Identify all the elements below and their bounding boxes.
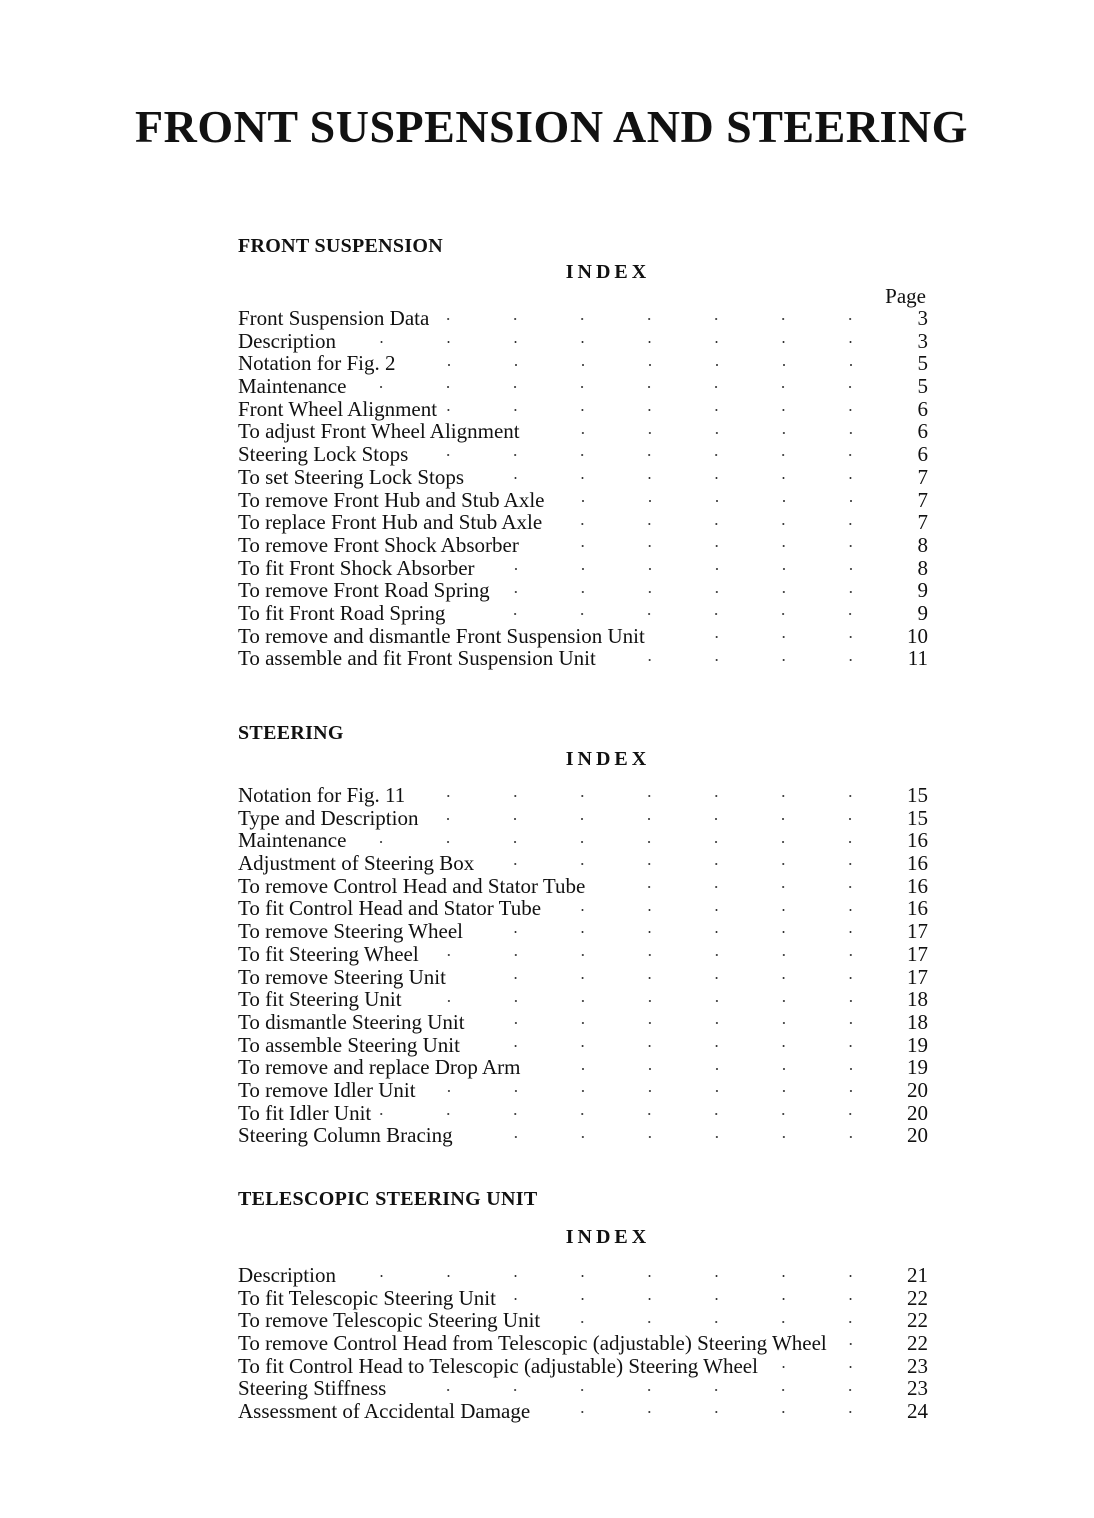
toc-entry-title: To adjust Front Wheel Alignment bbox=[238, 419, 520, 444]
toc-entry-title: To fit Front Shock Absorber bbox=[238, 555, 475, 580]
page-column-label: Page bbox=[885, 284, 926, 308]
toc-entry bbox=[238, 966, 928, 989]
toc-entry-page: 9 bbox=[917, 600, 928, 625]
toc-entry-title: To assemble Steering Unit bbox=[238, 1032, 460, 1057]
toc-entry bbox=[238, 398, 928, 421]
toc-entry-title: Maintenance bbox=[238, 374, 347, 399]
toc-list bbox=[238, 1264, 928, 1423]
dot-leader bbox=[766, 1360, 886, 1372]
telescopic-steering-section bbox=[238, 1186, 928, 1423]
toc-list bbox=[238, 784, 928, 1147]
toc-entry-page: 6 bbox=[917, 442, 928, 467]
toc-entry-page: 15 bbox=[907, 805, 928, 830]
toc-entry-page: 18 bbox=[907, 987, 928, 1012]
toc-entry-title: Steering Stiffness bbox=[238, 1376, 387, 1401]
dot-leader bbox=[344, 1269, 886, 1281]
toc-entry bbox=[238, 1332, 928, 1355]
toc-entry-title: Maintenance bbox=[238, 828, 347, 853]
dot-leader bbox=[354, 380, 886, 392]
toc-entry bbox=[238, 443, 928, 466]
dot-leader bbox=[461, 1130, 886, 1142]
dot-leader bbox=[410, 994, 886, 1006]
toc-entry-title: Notation for Fig. 11 bbox=[238, 783, 406, 807]
toc-entry-page: 18 bbox=[907, 1009, 928, 1034]
toc-entry-title: Steering Column Bracing bbox=[238, 1123, 453, 1148]
toc-entry-title: To remove Control Head and Stator Tube bbox=[238, 873, 586, 898]
dot-leader bbox=[473, 1016, 886, 1028]
toc-entry-title: To fit Control Head to Telescopic (adjustable) Steering Wheel bbox=[238, 1353, 758, 1378]
toc-entry-title: To remove Front Shock Absorber bbox=[238, 532, 519, 557]
toc-entry-page: 5 bbox=[917, 374, 928, 399]
toc-entry-title: Description bbox=[238, 1263, 336, 1287]
dot-leader bbox=[424, 1084, 886, 1096]
toc-entry-title: To fit Steering Unit bbox=[238, 987, 402, 1012]
dot-leader bbox=[835, 1337, 886, 1349]
toc-entry-page: 7 bbox=[917, 510, 928, 535]
dot-leader bbox=[454, 971, 886, 983]
toc-entry-title: Front Wheel Alignment bbox=[238, 396, 438, 421]
toc-entry-title: To fit Front Road Spring bbox=[238, 600, 446, 625]
toc-entry-page: 9 bbox=[917, 578, 928, 603]
toc-entry bbox=[238, 466, 928, 489]
index-label: INDEX bbox=[565, 748, 651, 770]
toc-entry-title: To fit Telescopic Steering Unit bbox=[238, 1285, 496, 1310]
dot-leader bbox=[529, 1062, 886, 1074]
toc-entry-page: 20 bbox=[907, 1123, 928, 1148]
dot-leader bbox=[471, 925, 886, 937]
toc-entry-page: 21 bbox=[907, 1263, 928, 1287]
toc-entry-title: Description bbox=[238, 328, 336, 353]
toc-entry bbox=[238, 875, 928, 898]
toc-entry-title: To remove and replace Drop Arm bbox=[238, 1055, 521, 1080]
toc-entry-page: 8 bbox=[917, 532, 928, 557]
dot-leader bbox=[528, 426, 886, 438]
dot-leader bbox=[527, 539, 886, 551]
toc-entry bbox=[238, 557, 928, 580]
toc-entry-title: To fit Idler Unit bbox=[238, 1100, 372, 1125]
dot-leader bbox=[550, 517, 886, 529]
dot-leader bbox=[354, 835, 886, 847]
toc-entry bbox=[238, 602, 928, 625]
dot-leader bbox=[483, 562, 886, 574]
toc-entry bbox=[238, 1400, 928, 1423]
dot-leader bbox=[445, 403, 886, 415]
toc-entry bbox=[238, 1377, 928, 1400]
toc-list bbox=[238, 307, 928, 670]
toc-entry-title: To assemble and fit Front Suspension Unit bbox=[238, 646, 596, 671]
toc-entry-page: 8 bbox=[917, 555, 928, 580]
toc-entry-title: To replace Front Hub and Stub Axle bbox=[238, 510, 543, 535]
toc-entry-title: To remove and dismantle Front Suspension Unit bbox=[238, 623, 645, 648]
dot-leader bbox=[404, 358, 887, 370]
toc-entry bbox=[238, 1124, 928, 1147]
toc-entry bbox=[238, 1011, 928, 1034]
toc-entry-page: 22 bbox=[907, 1331, 928, 1356]
toc-entry bbox=[238, 1034, 928, 1057]
toc-entry bbox=[238, 920, 928, 943]
toc-entry bbox=[238, 1287, 928, 1310]
dot-leader bbox=[453, 607, 886, 619]
dot-leader bbox=[504, 1292, 886, 1304]
dot-leader bbox=[413, 789, 886, 801]
dot-leader bbox=[553, 494, 887, 506]
toc-entry-page: 20 bbox=[907, 1100, 928, 1125]
toc-entry-title: To remove Steering Unit bbox=[238, 964, 446, 989]
steering-section bbox=[238, 720, 928, 1147]
toc-entry-title: To remove Steering Wheel bbox=[238, 919, 463, 944]
toc-entry-page: 6 bbox=[917, 419, 928, 444]
toc-entry-page: 17 bbox=[907, 964, 928, 989]
dot-leader bbox=[604, 653, 886, 665]
toc-entry-title: Adjustment of Steering Box bbox=[238, 851, 475, 876]
toc-entry-page: 16 bbox=[907, 896, 928, 921]
toc-entry bbox=[238, 897, 928, 920]
dot-leader bbox=[394, 1383, 886, 1395]
toc-entry-page: 10 bbox=[907, 623, 928, 648]
toc-entry-page: 17 bbox=[907, 919, 928, 944]
index-label: INDEX bbox=[565, 1226, 651, 1248]
toc-entry-title: To fit Steering Wheel bbox=[238, 941, 419, 966]
toc-entry-page: 17 bbox=[907, 941, 928, 966]
toc-entry bbox=[238, 307, 928, 330]
toc-entry bbox=[238, 511, 928, 534]
toc-entry-page: 5 bbox=[917, 351, 928, 376]
toc-entry-title: Type and Description bbox=[238, 805, 419, 830]
toc-entry-page: 19 bbox=[907, 1055, 928, 1080]
toc-entry bbox=[238, 1056, 928, 1079]
dot-leader bbox=[416, 448, 886, 460]
toc-entry-page: 16 bbox=[907, 873, 928, 898]
toc-entry-page: 16 bbox=[907, 851, 928, 876]
toc-entry bbox=[238, 943, 928, 966]
dot-leader bbox=[437, 312, 886, 324]
page-title: FRONT SUSPENSION AND STEERING bbox=[135, 101, 968, 152]
toc-entry-page: 20 bbox=[907, 1077, 928, 1102]
toc-entry bbox=[238, 1264, 928, 1287]
dot-leader bbox=[482, 857, 886, 869]
section-heading: FRONT SUSPENSION bbox=[238, 235, 444, 257]
toc-entry bbox=[238, 579, 928, 602]
toc-entry-page: 7 bbox=[917, 487, 928, 512]
toc-entry-title: Notation for Fig. 2 bbox=[238, 351, 396, 376]
toc-entry-title: To set Steering Lock Stops bbox=[238, 464, 465, 489]
toc-entry-title: Front Suspension Data bbox=[238, 306, 430, 330]
toc-entry-page: 23 bbox=[907, 1376, 928, 1401]
toc-entry bbox=[238, 807, 928, 830]
toc-entry-title: To remove Control Head from Telescopic (adjustable) Steering Wheel bbox=[238, 1331, 827, 1356]
dot-leader bbox=[468, 1039, 886, 1051]
toc-entry-title: To fit Control Head and Stator Tube bbox=[238, 896, 542, 921]
toc-entry bbox=[238, 647, 928, 670]
toc-entry-page: 23 bbox=[907, 1353, 928, 1378]
toc-entry-title: Steering Lock Stops bbox=[238, 442, 409, 467]
dot-leader bbox=[472, 471, 886, 483]
front-suspension-section bbox=[238, 233, 928, 670]
dot-leader bbox=[498, 585, 886, 597]
toc-entry-title: To remove Front Hub and Stub Axle bbox=[238, 487, 545, 512]
section-heading: TELESCOPIC STEERING UNIT bbox=[238, 1188, 538, 1210]
dot-leader bbox=[426, 812, 886, 824]
dot-leader bbox=[548, 1315, 886, 1327]
toc-entry-title: To remove Idler Unit bbox=[238, 1077, 416, 1102]
toc-entry bbox=[238, 852, 928, 875]
toc-entry-title: Assessment of Accidental Damage bbox=[238, 1399, 531, 1424]
index-label: INDEX bbox=[565, 261, 651, 283]
toc-entry-page: 22 bbox=[907, 1285, 928, 1310]
toc-entry-page: 19 bbox=[907, 1032, 928, 1057]
toc-entry-title: To dismantle Steering Unit bbox=[238, 1009, 465, 1034]
toc-entry-page: 3 bbox=[917, 306, 928, 330]
toc-entry bbox=[238, 1079, 928, 1102]
toc-entry bbox=[238, 1309, 928, 1332]
toc-entry-page: 15 bbox=[907, 783, 928, 807]
section-heading: STEERING bbox=[238, 722, 344, 744]
dot-leader bbox=[379, 1107, 886, 1119]
toc-entry bbox=[238, 784, 928, 807]
toc-entry-page: 3 bbox=[917, 328, 928, 353]
dot-leader bbox=[549, 903, 886, 915]
toc-entry bbox=[238, 625, 928, 648]
dot-leader bbox=[344, 335, 886, 347]
toc-entry bbox=[238, 330, 928, 353]
toc-entry bbox=[238, 375, 928, 398]
toc-entry bbox=[238, 829, 928, 852]
toc-entry bbox=[238, 1355, 928, 1378]
toc-entry bbox=[238, 489, 928, 512]
dot-leader bbox=[593, 880, 886, 892]
toc-entry bbox=[238, 534, 928, 557]
toc-entry-title: To remove Telescopic Steering Unit bbox=[238, 1308, 541, 1333]
toc-entry-page: 24 bbox=[907, 1399, 928, 1424]
dot-leader bbox=[427, 948, 886, 960]
toc-entry bbox=[238, 352, 928, 375]
toc-entry bbox=[238, 988, 928, 1011]
toc-entry-page: 6 bbox=[917, 396, 928, 421]
toc-entry bbox=[238, 420, 928, 443]
dot-leader bbox=[538, 1405, 886, 1417]
toc-entry-page: 7 bbox=[917, 464, 928, 489]
toc-entry-title: To remove Front Road Spring bbox=[238, 578, 490, 603]
toc-entry-page: 22 bbox=[907, 1308, 928, 1333]
toc-entry-page: 16 bbox=[907, 828, 928, 853]
toc-entry bbox=[238, 1102, 928, 1125]
dot-leader bbox=[653, 630, 886, 642]
toc-entry-page: 11 bbox=[907, 646, 928, 671]
